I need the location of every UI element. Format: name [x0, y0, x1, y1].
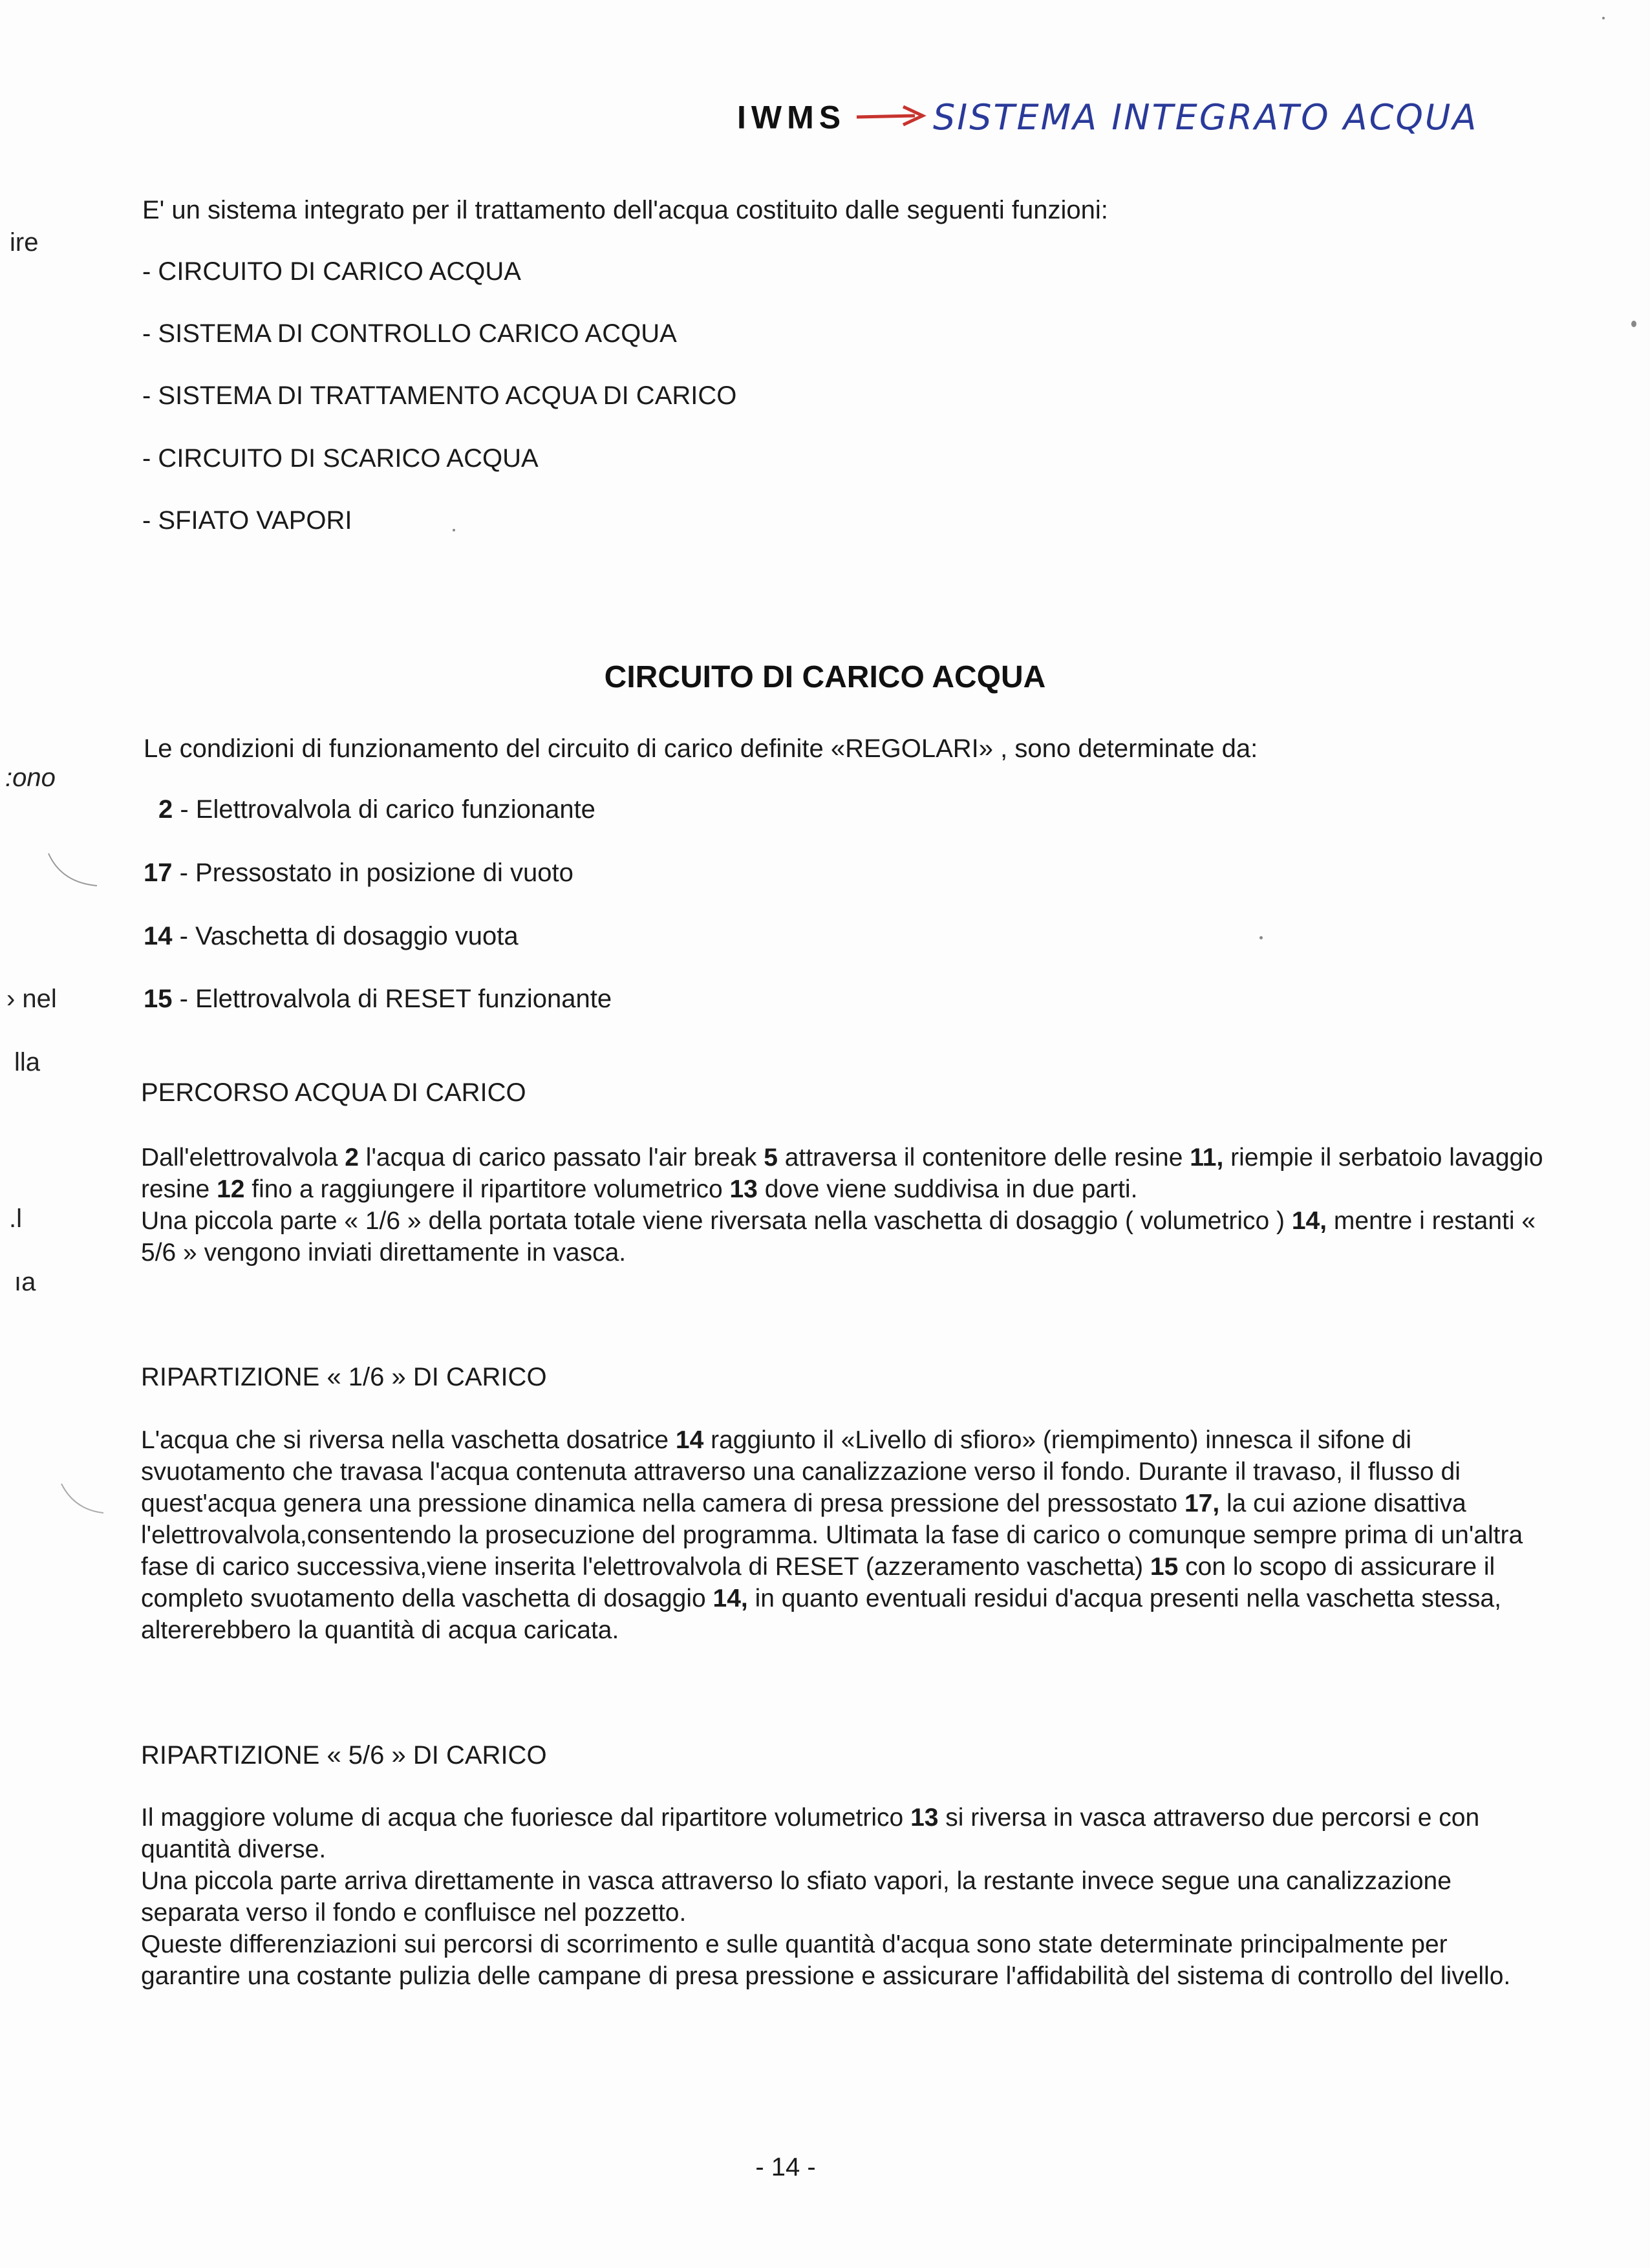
item-text: - Elettrovalvola di RESET funzionante [172, 985, 612, 1013]
paragraph-line: Il maggiore volume di acqua che fuoriesce dal ripartitore volumetrico 13 si riversa in vasca attraverso due percorsi e con quantità diverse. [141, 1804, 1480, 1863]
function-item: - SFIATO VAPORI [142, 506, 352, 535]
paragraph-line: L'acqua che si riversa nella vaschetta dosatrice 14 raggiunto il «Livello di sfioro» (riempimento) innesca il sifone di svuotamento che travasa l'acqua contenuta attraverso una canalizzazione verso il fondo. Durante il travaso, il flusso di quest'acqua genera una pressione dinamica nella camera di presa pressione del pressostato 17, la cui azione disattiva l'elettrovalvola,consentendo la prosecuzione del programma. Ultimata la fase di carico o comunque sempre prima di un'altra fase di carico successiva,viene inserita l'elettrovalvola di RESET (azzeramento vaschetta) 15 con lo scopo di assicurare il completo svuotamento della vaschetta di dosaggio 14, in quanto eventuali residui d'acqua presenti nella vaschetta stessa, altererebbero la quantità di acqua caricata. [141, 1426, 1523, 1644]
margin-fragment: › nel [6, 985, 57, 1013]
scan-mark [58, 1477, 110, 1523]
subheading-ripartizione-1-6: RIPARTIZIONE « 1/6 » DI CARICO [141, 1363, 547, 1391]
margin-fragment: lla [14, 1048, 41, 1076]
scan-speck [1631, 321, 1636, 327]
function-item: - SISTEMA DI CONTROLLO CARICO ACQUA [142, 319, 677, 348]
header-title: IWMS [737, 99, 846, 136]
scan-speck [453, 529, 455, 531]
subheading-ripartizione-5-6: RIPARTIZIONE « 5/6 » DI CARICO [141, 1741, 547, 1770]
margin-fragment: :ono [5, 764, 56, 792]
subheading-percorso: PERCORSO ACQUA DI CARICO [141, 1078, 526, 1107]
scan-speck [1259, 936, 1263, 939]
paragraph-line: Una piccola parte arriva direttamente in vasca attraverso lo sfiato vapori, la restante invece segue una canalizzazione separata verso il fondo e confluisce nel pozzetto. [141, 1867, 1452, 1927]
paragraph [141, 1424, 1544, 1646]
margin-fragment: ıa [14, 1268, 36, 1296]
paragraph-line: Dall'elettrovalvola 2 l'acqua di carico passato l'air break 5 attraversa il contenitore delle resine 11, riempie il serbatoio lavaggio resine 12 fino a raggiungere il ripartitore volumetrico 13 dove viene suddivisa in due parti. [141, 1144, 1543, 1203]
function-item: - CIRCUITO DI CARICO ACQUA [142, 257, 521, 286]
red-arrow-icon [855, 103, 927, 132]
section-title: CIRCUITO DI CARICO ACQUA [604, 660, 1046, 694]
paragraph [141, 1802, 1544, 1992]
paragraph-line: Queste differenziazioni sui percorsi di scorrimento e sulle quantità d'acqua sono state determinate principalmente per garantire una costante pulizia delle campane di presa pressione e assicurare l'affidabilità del sistema di controllo del livello. [141, 1931, 1511, 1990]
margin-fragment: ire [10, 228, 39, 257]
paragraph-line: Una piccola parte « 1/6 » della portata totale viene riversata nella vaschetta di dosaggio ( volumetrico ) 14, mentre i restanti « 5/6 » vengono inviati direttamente in vasca. [141, 1207, 1536, 1267]
item-number: 2 [158, 795, 173, 824]
item-number: 17 [144, 859, 173, 887]
condition-item [144, 983, 612, 1015]
conditions-intro: Le condizioni di funzionamento del circuito di carico definite «REGOLARI» , sono determinate da: [144, 734, 1258, 763]
page-number: - 14 - [755, 2153, 816, 2181]
function-item: - SISTEMA DI TRATTAMENTO ACQUA DI CARICO [142, 381, 737, 410]
scan-mark [45, 847, 103, 892]
paragraph [141, 1142, 1544, 1268]
condition-item [144, 920, 519, 952]
handwritten-annotation: SISTEMA INTEGRATO ACQUA [933, 97, 1479, 138]
page-header [737, 97, 1478, 168]
margin-fragment: .l [9, 1204, 22, 1233]
function-item: - CIRCUITO DI SCARICO ACQUA [142, 444, 539, 473]
condition-item [144, 857, 573, 889]
condition-item [158, 793, 595, 826]
item-text: - Pressostato in posizione di vuoto [172, 859, 573, 887]
intro-sentence: E' un sistema integrato per il trattamento dell'acqua costituito dalle seguenti funzioni: [142, 196, 1108, 224]
item-text: - Vaschetta di dosaggio vuota [172, 922, 519, 950]
item-number: 14 [144, 922, 173, 950]
item-text: - Elettrovalvola di carico funzionante [173, 795, 595, 824]
scan-speck [1602, 17, 1605, 19]
item-number: 15 [144, 985, 173, 1013]
